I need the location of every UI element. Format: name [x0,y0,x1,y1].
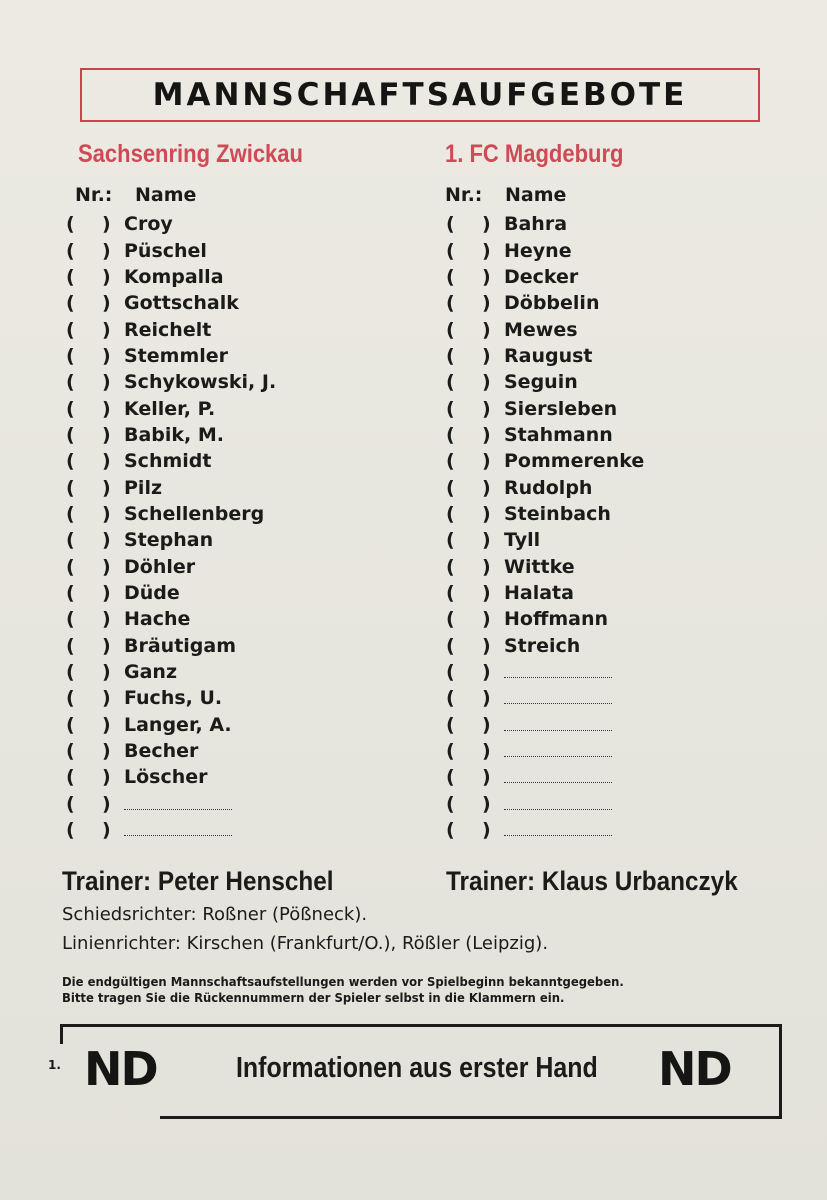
blank-entry-line [504,781,612,783]
bracket-close: ) [482,371,491,394]
away-player-row [446,580,776,606]
jersey-number-bracket [66,266,124,288]
player-name: Schykowski, J. [124,371,277,394]
player-name: Siersleben [504,397,618,420]
blank-entry-line [504,834,612,836]
bracket-close: ) [102,450,111,473]
away-player-row [446,527,776,553]
player-name: Döhler [124,555,196,578]
bracket-open: ( [446,344,455,367]
blank-entry-line [504,729,612,731]
jersey-number-bracket [446,319,504,341]
home-player-row [66,791,396,817]
bracket-close: ) [102,581,111,604]
page-number: 1. [48,1058,61,1072]
jersey-number-bracket [446,398,504,420]
bracket-close: ) [102,766,111,789]
away-player-list [446,211,776,843]
player-name: Hoffmann [504,608,609,631]
home-player-row [66,474,396,500]
bracket-close: ) [482,502,491,525]
jersey-number-bracket [446,503,504,525]
player-name: Seguin [504,371,578,394]
bracket-close: ) [482,581,491,604]
blank-entry-line [504,702,612,704]
bracket-open: ( [446,397,455,420]
player-name: Reichelt [124,318,212,341]
bracket-close: ) [102,397,111,420]
away-player-row [446,817,776,843]
jersey-number-bracket [66,319,124,341]
bracket-close: ) [482,661,491,684]
away-player-row [446,685,776,711]
bracket-open: ( [446,766,455,789]
jersey-number-bracket [446,635,504,657]
blank-entry-line [124,834,232,836]
nd-logo-left: ND [84,1042,157,1096]
footer-border-right [779,1024,782,1119]
bracket-close: ) [102,318,111,341]
bracket-close: ) [482,819,491,842]
jersey-number-bracket [446,477,504,499]
footer-advert [48,1024,782,1120]
bracket-close: ) [102,555,111,578]
home-player-row [66,712,396,738]
player-name: Pommerenke [504,450,645,473]
bracket-open: ( [66,634,75,657]
jersey-number-bracket [66,529,124,551]
referee-line: Schiedsrichter: Roßner (Pößneck). [62,904,368,925]
player-name: Rudolph [504,476,593,499]
bracket-open: ( [446,292,455,315]
jersey-number-bracket [446,450,504,472]
jersey-number-bracket [66,240,124,262]
jersey-number-bracket [66,687,124,709]
home-player-row [66,395,396,421]
home-player-row [66,764,396,790]
jersey-number-bracket [446,793,504,815]
player-name: Kompalla [124,265,224,288]
bracket-close: ) [102,502,111,525]
blank-entry-line [504,808,612,810]
bracket-close: ) [102,292,111,315]
home-team-name: Sachsenring Zwickau [78,140,303,168]
bracket-close: ) [482,344,491,367]
player-name: Babik, M. [124,423,225,446]
bracket-open: ( [66,450,75,473]
bracket-open: ( [66,661,75,684]
bracket-close: ) [102,819,111,842]
jersey-number-bracket [446,345,504,367]
away-name-label: Name [505,184,567,206]
player-name: Halata [504,581,574,604]
home-trainer: Trainer: Peter Henschel [62,866,334,896]
bracket-open: ( [446,213,455,236]
player-name: Bahra [504,213,568,236]
bracket-open: ( [66,581,75,604]
jersey-number-bracket [446,529,504,551]
player-name: Fuchs, U. [124,687,223,710]
jersey-number-bracket [446,819,504,841]
player-name: Mewes [504,318,578,341]
bracket-open: ( [446,555,455,578]
bracket-open: ( [66,423,75,446]
blank-entry-line [504,755,612,757]
away-player-row [446,422,776,448]
home-player-row [66,527,396,553]
home-player-row [66,343,396,369]
player-name: Raugust [504,344,593,367]
bracket-close: ) [482,634,491,657]
away-player-row [446,553,776,579]
home-player-list [66,211,396,843]
bracket-open: ( [66,713,75,736]
jersey-number-bracket [446,582,504,604]
bracket-open: ( [66,239,75,262]
bracket-close: ) [482,713,491,736]
player-name: Keller, P. [124,397,216,420]
blank-entry-line [124,808,232,810]
player-name: Püschel [124,239,207,262]
bracket-open: ( [446,318,455,341]
bracket-open: ( [66,371,75,394]
home-player-row [66,264,396,290]
player-name: Hache [124,608,191,631]
bracket-open: ( [446,581,455,604]
bracket-close: ) [102,661,111,684]
home-player-row [66,290,396,316]
jersey-number-bracket [446,608,504,630]
bracket-open: ( [66,766,75,789]
player-name: Stephan [124,529,214,552]
bracket-open: ( [66,344,75,367]
player-name: Schellenberg [124,502,265,525]
bracket-open: ( [66,265,75,288]
bracket-close: ) [102,713,111,736]
away-player-row [446,791,776,817]
player-name: Pilz [124,476,163,499]
bracket-open: ( [66,213,75,236]
home-player-row [66,316,396,342]
bracket-open: ( [446,634,455,657]
bracket-open: ( [66,792,75,815]
jersey-number-bracket [66,213,124,235]
jersey-number-bracket [446,740,504,762]
linesmen-line: Linienrichter: Kirschen (Frankfurt/O.), Rößler (Leipzig). [62,933,549,954]
home-player-row [66,685,396,711]
bracket-close: ) [102,371,111,394]
jersey-number-bracket [66,450,124,472]
bracket-close: ) [102,740,111,763]
away-player-row [446,395,776,421]
player-name: Stahmann [504,423,613,446]
bracket-open: ( [446,713,455,736]
bracket-open: ( [446,502,455,525]
bracket-close: ) [102,265,111,288]
jersey-number-bracket [446,424,504,446]
player-name: Streich [504,634,581,657]
away-player-row [446,448,776,474]
away-player-row [446,606,776,632]
jersey-number-bracket [66,477,124,499]
bracket-open: ( [446,265,455,288]
away-player-row [446,501,776,527]
bracket-open: ( [446,792,455,815]
player-name: Gottschalk [124,292,239,315]
player-name: Becher [124,740,199,763]
bracket-close: ) [482,740,491,763]
jersey-number-bracket [66,345,124,367]
blank-entry-line [504,676,612,678]
heading-box [80,68,760,122]
jersey-number-bracket [66,371,124,393]
bracket-close: ) [482,608,491,631]
bracket-close: ) [102,792,111,815]
bracket-close: ) [102,529,111,552]
bracket-open: ( [66,608,75,631]
bracket-open: ( [66,292,75,315]
player-name: Ganz [124,661,178,684]
footer-slogan: Informationen aus erster Hand [236,1052,598,1084]
jersey-number-bracket [66,714,124,736]
away-column-header [445,184,566,206]
jersey-number-bracket [446,687,504,709]
away-nr-label: Nr.: [445,184,483,206]
away-player-row [446,316,776,342]
bracket-close: ) [102,344,111,367]
jersey-number-bracket [66,793,124,815]
bracket-close: ) [482,529,491,552]
jersey-number-bracket [446,292,504,314]
bracket-open: ( [66,529,75,552]
away-player-row [446,712,776,738]
bracket-open: ( [446,687,455,710]
jersey-number-bracket [66,424,124,446]
bracket-open: ( [446,476,455,499]
bracket-close: ) [482,450,491,473]
jersey-number-bracket [66,556,124,578]
bracket-open: ( [446,423,455,446]
away-player-row [446,264,776,290]
player-name: Schmidt [124,450,212,473]
jersey-number-bracket [446,766,504,788]
jersey-number-bracket [66,635,124,657]
home-name-label: Name [135,184,197,206]
home-player-row [66,606,396,632]
bracket-close: ) [482,476,491,499]
home-player-row [66,817,396,843]
bracket-close: ) [102,634,111,657]
nd-logo-right: ND [658,1042,731,1096]
home-player-row [66,553,396,579]
home-player-row [66,501,396,527]
home-player-row [66,580,396,606]
page-title: MANNSCHAFTSAUFGEBOTE [152,77,688,113]
home-player-row [66,422,396,448]
note-line-2: Bitte tragen Sie die Rückennummern der Spieler selbst in die Klammern ein. [62,990,565,1005]
bracket-open: ( [446,740,455,763]
footer-border-bottom [160,1116,782,1119]
bracket-close: ) [482,423,491,446]
bracket-open: ( [66,397,75,420]
jersey-number-bracket [66,766,124,788]
home-nr-label: Nr.: [75,184,113,206]
bracket-open: ( [66,318,75,341]
away-player-row [446,369,776,395]
jersey-number-bracket [66,819,124,841]
bracket-close: ) [102,239,111,262]
away-player-row [446,211,776,237]
player-name: Steinbach [504,502,611,525]
bracket-close: ) [482,265,491,288]
home-column-header [75,184,196,206]
bracket-close: ) [102,608,111,631]
jersey-number-bracket [446,266,504,288]
home-player-row [66,237,396,263]
bracket-open: ( [446,450,455,473]
bracket-close: ) [482,397,491,420]
player-name: Decker [504,265,579,288]
bracket-close: ) [482,766,491,789]
bracket-close: ) [482,318,491,341]
footer-border-top [60,1024,782,1027]
bracket-close: ) [482,292,491,315]
bracket-close: ) [482,239,491,262]
jersey-number-bracket [446,240,504,262]
jersey-number-bracket [446,213,504,235]
jersey-number-bracket [66,503,124,525]
bracket-open: ( [446,819,455,842]
home-player-row [66,633,396,659]
bracket-close: ) [102,476,111,499]
note-line-1: Die endgültigen Mannschaftsaufstellungen werden vor Spielbeginn bekanntgegeben. [62,974,624,989]
home-player-row [66,369,396,395]
jersey-number-bracket [66,661,124,683]
bracket-close: ) [482,687,491,710]
player-name: Tyll [504,529,541,552]
jersey-number-bracket [66,740,124,762]
player-name: Heyne [504,239,572,262]
away-player-row [446,738,776,764]
jersey-number-bracket [66,608,124,630]
away-team-name: 1. FC Magdeburg [445,140,624,168]
player-name: Bräutigam [124,634,237,657]
jersey-number-bracket [446,661,504,683]
jersey-number-bracket [66,292,124,314]
away-trainer: Trainer: Klaus Urbanczyk [446,866,738,896]
bracket-open: ( [66,740,75,763]
bracket-open: ( [446,661,455,684]
bracket-open: ( [66,502,75,525]
bracket-open: ( [446,608,455,631]
player-name: Düde [124,581,180,604]
home-player-row [66,738,396,764]
bracket-close: ) [102,213,111,236]
away-player-row [446,474,776,500]
jersey-number-bracket [446,371,504,393]
home-player-row [66,659,396,685]
away-player-row [446,659,776,685]
bracket-close: ) [482,213,491,236]
player-name: Stemmler [124,344,229,367]
bracket-open: ( [446,239,455,262]
jersey-number-bracket [446,714,504,736]
jersey-number-bracket [66,398,124,420]
bracket-open: ( [66,819,75,842]
player-name: Wittke [504,555,575,578]
bracket-open: ( [66,555,75,578]
jersey-number-bracket [446,556,504,578]
home-player-row [66,448,396,474]
player-name: Croy [124,213,173,236]
home-player-row [66,211,396,237]
bracket-open: ( [66,476,75,499]
bracket-close: ) [102,687,111,710]
player-name: Langer, A. [124,713,232,736]
bracket-close: ) [482,555,491,578]
bracket-close: ) [102,423,111,446]
player-name: Löscher [124,766,208,789]
player-name: Döbbelin [504,292,600,315]
bracket-open: ( [446,371,455,394]
away-player-row [446,764,776,790]
away-player-row [446,290,776,316]
away-player-row [446,633,776,659]
footer-border-left [60,1024,63,1044]
bracket-open: ( [66,687,75,710]
away-player-row [446,237,776,263]
bracket-open: ( [446,529,455,552]
bracket-close: ) [482,792,491,815]
away-player-row [446,343,776,369]
jersey-number-bracket [66,582,124,604]
